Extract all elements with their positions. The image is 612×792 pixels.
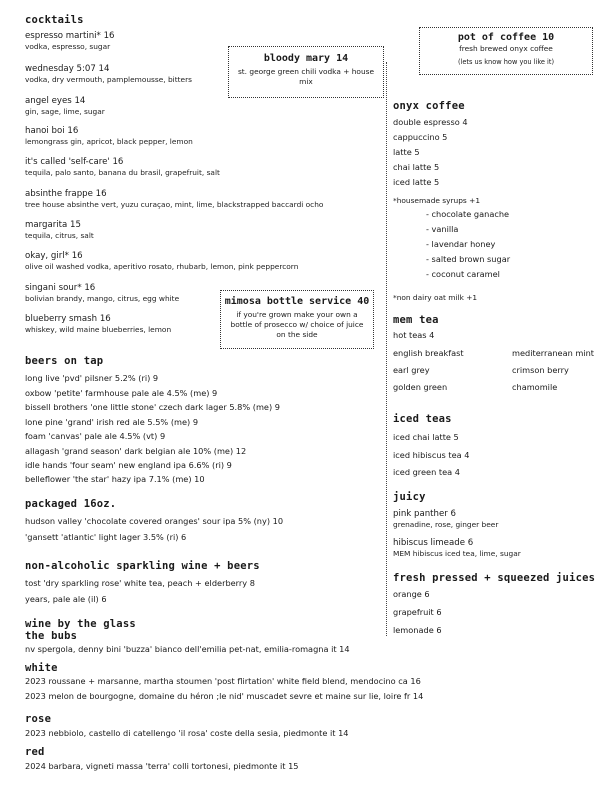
list-item: 2023 melon de bourgogne, domaine du héron ;le nid' muscadet sevre et maine sur lie, loire fr 14 [25,691,424,701]
column-divider [386,62,387,636]
menu-item: pink panther 6 grenadine, rose, ginger beer [393,509,499,529]
list-item: cappuccino 5 [393,132,448,142]
list-item: long live 'pvd' pilsner 5.2% (ri) 9 [25,373,159,383]
red-heading: red [25,746,45,758]
list-item: english breakfast [393,348,464,358]
wine-heading: wine by the glass [25,618,136,630]
mimosa-desc: if you're grown make your own a bottle of prosecco w/ choice of juice on the side [230,310,364,339]
list-item: idle hands 'four seam' new england ipa 6.6% (ri) 9 [25,460,232,470]
list-item: iced latte 5 [393,177,440,187]
packaged-heading: packaged 16oz. [25,498,117,510]
syrups-heading: *housemade syrups +1 [393,196,481,205]
list-item: 2024 barbara, vigneti massa 'terra' colli tortonesi, piedmonte it 15 [25,761,299,771]
list-item: golden green [393,382,448,392]
list-item: orange 6 [393,589,430,599]
list-item: oxbow 'petite' farmhouse pale ale 4.5% (me) 9 [25,388,218,398]
cocktails-heading: cocktails [25,14,84,26]
list-item: - salted brown sugar [426,254,511,264]
oat-milk-note: *non dairy oat milk +1 [393,293,478,302]
menu-item: absinthe frappe 16 tree house absinthe vert, yuzu curaçao, mint, lime, blackstrapped baccardi ocho [25,189,324,209]
mem-tea-heading: mem tea [393,314,439,326]
white-heading: white [25,662,58,674]
list-item: foam 'canvas' pale ale 4.5% (vt) 9 [25,431,166,441]
list-item: belleflower 'the star' hazy ipa 7.1% (me) 10 [25,474,205,484]
list-item: allagash 'grand season' dark belgian ale 10% (me) 12 [25,446,247,456]
list-item: - chocolate ganache [426,209,510,219]
iced-teas-heading: iced teas [393,413,452,425]
menu-item: it's called 'self-care' 16 tequila, palo santo, banana du brasil, grapefruit, salt [25,157,220,177]
na-heading: non-alcoholic sparkling wine + beers [25,560,260,572]
list-item: lone pine 'grand' irish red ale 5.5% (me) 9 [25,417,199,427]
list-item: hudson valley 'chocolate covered oranges' sour ipa 5% (ny) 10 [25,516,284,526]
menu-item: wednesday 5:07 14 vodka, dry vermouth, pamplemousse, bitters [25,64,192,84]
list-item: 'gansett 'atlantic' light lager 3.5% (ri) 6 [25,532,187,542]
bloody-mary-desc: st. george green chili vodka + house mix [237,67,375,86]
list-item: latte 5 [393,147,420,157]
onyx-heading: onyx coffee [393,100,465,112]
list-item: nv spergola, denny bini 'buzza' bianco dell'emilia pet-nat, emilia-romagna it 14 [25,644,350,654]
mimosa-box [220,290,374,349]
list-item: - coconut caramel [426,269,500,279]
list-item: - vanilla [426,224,459,234]
menu-item: espresso martini* 16 vodka, espresso, sugar [25,31,115,51]
list-item: grapefruit 6 [393,607,442,617]
bloody-mary-box [228,46,384,98]
menu-item: angel eyes 14 gin, sage, lime, sugar [25,96,105,116]
menu-item: singani sour* 16 bolivian brandy, mango, citrus, egg white [25,283,180,303]
coffee-pot-title: pot of coffee 10 [457,32,555,43]
list-item: iced green tea 4 [393,467,460,477]
bloody-mary-title: bloody mary 14 [263,53,349,64]
coffee-pot-box [419,27,593,75]
list-item: bissell brothers 'one little stone' czech dark lager 5.8% (me) 9 [25,402,280,412]
coffee-pot-line1: fresh brewed onyx coffee [459,44,553,53]
coffee-pot-line2: (lets us know how you like it) [457,58,555,66]
menu-item: blueberry smash 16 whiskey, wild maine blueberries, lemon [25,314,172,334]
list-item: lemonade 6 [393,625,442,635]
list-item: chai latte 5 [393,162,440,172]
beers-heading: beers on tap [25,355,104,367]
list-item: mediterranean mint [512,348,595,358]
list-item: double espresso 4 [393,117,468,127]
list-item: tost 'dry sparkling rose' white tea, peach + elderberry 8 [25,578,255,588]
list-item: iced hibiscus tea 4 [393,450,470,460]
list-item: - lavendar honey [426,239,496,249]
bubs-heading: the bubs [25,630,78,642]
list-item: crimson berry [512,365,569,375]
menu-item: hanoi boi 16 lemongrass gin, apricot, black pepper, lemon [25,126,193,146]
menu-item: margarita 15 tequila, citrus, salt [25,220,94,240]
list-item: 2023 nebbiolo, castello di catellengo 'il rosa' coste della sesia, piedmonte it 14 [25,728,349,738]
menu-item: hibiscus limeade 6 MEM hibiscus iced tea, lime, sugar [393,538,521,558]
menu-item: okay, girl* 16 olive oil washed vodka, aperitivo rosato, rhubarb, lemon, pink peppercorn [25,251,299,271]
list-item: iced chai latte 5 [393,432,459,442]
list-item: years, pale ale (il) 6 [25,594,107,604]
list-item: 2023 roussane + marsanne, martha stoumen 'post flirtation' white field blend, mendocino ca 16 [25,676,421,686]
list-item: chamomile [512,382,558,392]
juicy-heading: juicy [393,491,426,503]
list-item: hot teas 4 [393,330,435,340]
mimosa-title: mimosa bottle service 40 [224,296,370,307]
juices-heading: fresh pressed + squeezed juices [393,572,596,584]
rose-heading: rose [25,713,52,725]
list-item: earl grey [393,365,430,375]
